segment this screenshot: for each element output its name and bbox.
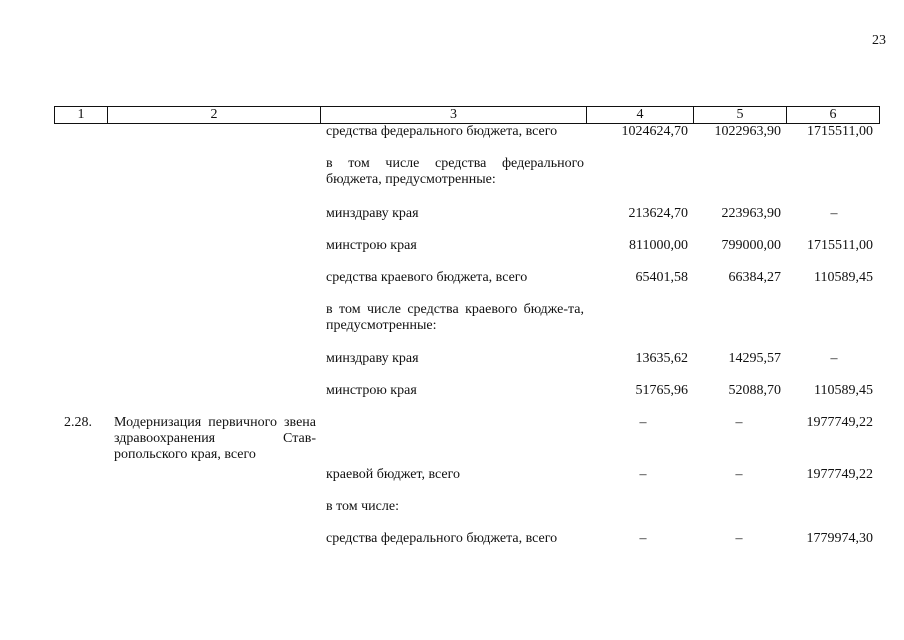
- value-col6: –: [830, 206, 838, 221]
- value-col4: 51765,96: [635, 383, 688, 398]
- item-description: средства федерального бюджета, всего: [326, 124, 558, 139]
- table-row: [54, 383, 879, 401]
- value-col5: –: [735, 415, 743, 430]
- item-description: в том числе:: [326, 499, 399, 514]
- column-header-table: [54, 106, 880, 124]
- item-title: Модернизация первичного звена здравоохранения Став-ропольского края, всего: [114, 415, 316, 462]
- item-description: в том числе средства краевого бюдже-та, предусмотренные:: [326, 302, 584, 333]
- value-col4: –: [639, 467, 647, 482]
- value-col4: 811000,00: [629, 238, 688, 253]
- value-col5: 223963,90: [721, 206, 781, 221]
- value-col5: –: [735, 467, 743, 482]
- table-row: [54, 270, 879, 288]
- table-row: [54, 156, 879, 190]
- value-col5: 1022963,90: [714, 124, 781, 139]
- item-description: минстрою края: [326, 383, 417, 398]
- column-number: 6: [787, 107, 880, 124]
- table-row: [54, 467, 879, 485]
- value-col6: 1977749,22: [806, 415, 873, 430]
- value-col5: –: [735, 531, 743, 546]
- column-number: 2: [108, 107, 321, 124]
- value-col4: –: [639, 415, 647, 430]
- value-col4: 1024624,70: [621, 124, 688, 139]
- value-col5: 14295,57: [728, 351, 781, 366]
- value-col4: –: [639, 531, 647, 546]
- table-row: [54, 206, 879, 224]
- value-col6: –: [830, 351, 838, 366]
- table-row: [54, 415, 879, 465]
- table-row: [54, 351, 879, 369]
- table-row: [54, 238, 879, 256]
- column-number: 3: [321, 107, 587, 124]
- item-description: средства краевого бюджета, всего: [326, 270, 528, 285]
- table-row: [54, 124, 879, 142]
- table-row: [54, 302, 879, 336]
- item-number: 2.28.: [64, 415, 92, 430]
- value-col6: 1977749,22: [806, 467, 873, 482]
- item-description: средства федерального бюджета, всего: [326, 531, 558, 546]
- value-col5: 52088,70: [728, 383, 781, 398]
- item-description: в том числе средства федерального бюджета, предусмотренные:: [326, 156, 584, 187]
- value-col5: 66384,27: [728, 270, 781, 285]
- value-col6: 110589,45: [814, 270, 873, 285]
- table-row: [54, 499, 879, 517]
- value-col6: 1715511,00: [807, 238, 873, 253]
- value-col6: 1715511,00: [807, 124, 873, 139]
- page-number: 23: [872, 33, 886, 48]
- item-description: минстрою края: [326, 238, 417, 253]
- item-description: минздраву края: [326, 206, 419, 221]
- item-description: минздраву края: [326, 351, 419, 366]
- value-col4: 13635,62: [635, 351, 688, 366]
- value-col4: 213624,70: [628, 206, 688, 221]
- column-number-row: [55, 107, 880, 124]
- column-number: 4: [587, 107, 694, 124]
- item-description: краевой бюджет, всего: [326, 467, 461, 482]
- value-col4: 65401,58: [635, 270, 688, 285]
- value-col6: 110589,45: [814, 383, 873, 398]
- table-row: [54, 531, 879, 549]
- value-col5: 799000,00: [721, 238, 781, 253]
- column-number: 5: [694, 107, 787, 124]
- column-number: 1: [55, 107, 108, 124]
- value-col6: 1779974,30: [806, 531, 873, 546]
